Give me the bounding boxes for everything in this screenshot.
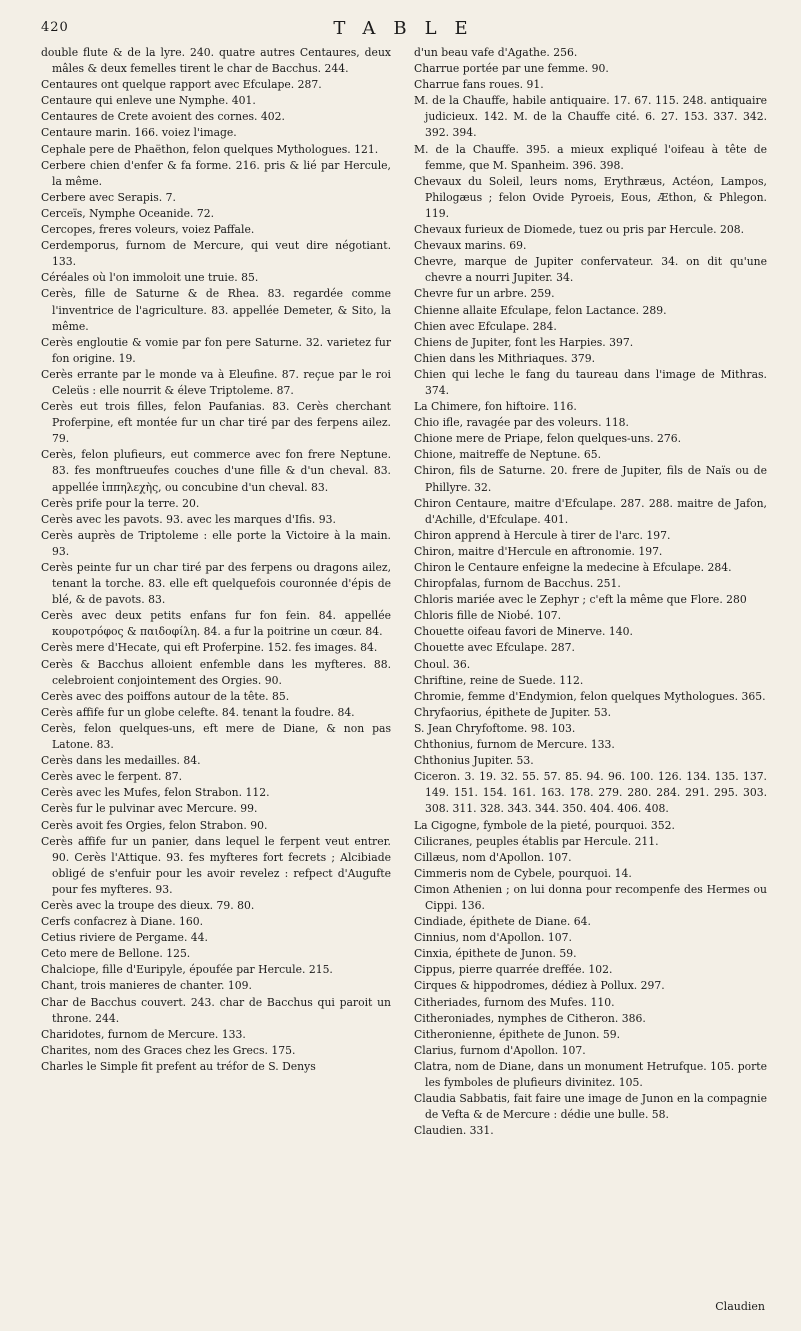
index-entry: Cippus, pierre quarrée dreffée. 102. xyxy=(414,963,613,977)
index-entry: Chiron, maitre d'Hercule en aftronomie. 197. xyxy=(414,544,663,558)
index-entry: Citheriades, furnom des Mufes. 110. xyxy=(414,995,615,1009)
index-entry: Chouette oifeau favori de Minerve. 140. xyxy=(414,625,633,639)
index-entry: Char de Bacchus couvert. 243. char de Bacchus qui paroit un throne. 244. xyxy=(41,995,391,1025)
index-entry: Chiens de Jupiter, font les Harpies. 397. xyxy=(414,335,634,349)
index-entry: Chevre, marque de Jupiter confervateur. 34. on dit qu'une chevre a nourri Jupiter. 34. xyxy=(414,255,767,285)
index-entry: Clatra, nom de Diane, dans un monument Hetrufque. 105. porte les fymboles de plufieurs divinitez. 105. xyxy=(414,1059,767,1089)
index-entry: Cephale pere de Phaëthon, felon quelques Mythologues. 121. xyxy=(41,142,379,156)
index-entry: Clarius, furnom d'Apollon. 107. xyxy=(414,1043,586,1057)
catchword: Claudien xyxy=(715,1300,765,1313)
index-entry: Cillæus, nom d'Apollon. 107. xyxy=(414,850,572,864)
index-entry: Charrue fans roues. 91. xyxy=(414,78,544,92)
index-entry: Chiron apprend à Hercule à tirer de l'arc. 197. xyxy=(414,528,671,542)
index-entry: La Cigogne, fymbole de la pieté, pourquoi. 352. xyxy=(414,818,675,832)
index-entry: d'un beau vafe d'Agathe. 256. xyxy=(414,46,578,59)
index-entry: M. de la Chauffe, habile antiquaire. 17. 67. 115. 248. antiquaire judicieux. 142. M. de la Chauffe cité. 6. 27. 153. 337. 342. 392. 394. xyxy=(414,94,767,140)
index-entry: Chriftine, reine de Suede. 112. xyxy=(414,673,584,687)
index-entry: Chienne allaite Efculape, felon Lactance. 289. xyxy=(414,303,667,317)
index-entry: Cerès affife fur un globe celefte. 84. tenant la foudre. 84. xyxy=(41,705,355,719)
index-entry: Centaures ont quelque rapport avec Efculape. 287. xyxy=(41,78,322,92)
index-entry: Cerès avec les Mufes, felon Strabon. 112. xyxy=(41,786,270,800)
index-entry: Chien dans les Mithriaques. 379. xyxy=(414,351,596,365)
index-entry: Chiron, fils de Saturne. 20. frere de Jupiter, fils de Naïs ou de Phillyre. 32. xyxy=(414,464,767,494)
index-entry: Chouette avec Efculape. 287. xyxy=(414,641,575,655)
index-entry: Cerès engloutie & vomie par fon pere Saturne. 32. varietez fur fon origine. 19. xyxy=(41,335,391,365)
index-entry: Chiron Centaure, maitre d'Efculape. 287. 288. maitre de Jafon, d'Achille, d'Efculape. 401. xyxy=(414,496,767,526)
index-entry: Chalciope, fille d'Euripyle, époufée par Hercule. 215. xyxy=(41,963,333,977)
index-entry: Chione mere de Priape, felon quelques-uns. 276. xyxy=(414,432,681,446)
index-entry: Choul. 36. xyxy=(414,657,471,671)
page-header xyxy=(0,18,801,40)
index-entry: Cerès eut trois filles, felon Paufanias. 83. Cerès cherchant Proferpine, eft montée fur un char tiré par des ferpens ailez. 79. xyxy=(41,400,391,446)
index-entry: Cimmeris nom de Cybele, pourquoi. 14. xyxy=(414,866,632,880)
index-column-right xyxy=(414,45,767,1139)
index-entry: Charidotes, furnom de Mercure. 133. xyxy=(41,1027,246,1041)
index-entry: Cerès, felon quelques-uns, eft mere de Diane, & non pas Latone. 83. xyxy=(41,721,391,752)
page-title: TABLE xyxy=(333,18,486,39)
index-entry: Chevaux furieux de Diomede, tuez ou pris par Hercule. 208. xyxy=(414,223,745,237)
index-entry: Cerès & Bacchus alloient enfemble dans les myfteres. 88. celebroient conjointement des Orgies. 90. xyxy=(41,657,391,687)
index-entry: Ceto mere de Bellone. 125. xyxy=(41,947,191,961)
index-entry: Cercopes, freres voleurs, voiez Paffale. xyxy=(41,223,255,237)
index-entry: Chevre fur un arbre. 259. xyxy=(414,287,555,301)
index-entry: Chant, trois manieres de chanter. 109. xyxy=(41,979,252,993)
index-entry: Cerès mere d'Hecate, qui eft Proferpine. 152. fes images. 84. xyxy=(41,641,378,655)
index-column-left xyxy=(41,45,391,1075)
index-entry: M. de la Chauffe. 395. a mieux expliqué l'oifeau à tête de femme, que M. Spanheim. 396. 398. xyxy=(414,142,767,172)
index-entry: Cerès avec des poiffons autour de la tête. 85. xyxy=(41,689,290,703)
index-entry: Cerdemporus, furnom de Mercure, qui veut dire négotiant. 133. xyxy=(41,239,391,269)
index-entry: Chryfaorius, épithete de Jupiter. 53. xyxy=(414,705,612,719)
index-entry: Cerès dans les medailles. 84. xyxy=(41,754,201,768)
index-entry: Cerès auprès de Triptoleme : elle porte la Victoire à la main. 93. xyxy=(41,528,391,558)
index-entry: Cerès errante par le monde va à Eleufine. 87. reçue par le roi Celeüs : elle nourrit & éleve Triptoleme. 87. xyxy=(41,367,391,397)
index-entry: Chiropfalas, furnom de Bacchus. 251. xyxy=(414,577,621,591)
index-entry: Chiron le Centaure enfeigne la medecine à Efculape. 284. xyxy=(414,561,732,574)
index-entry: Claudia Sabbatis, fait faire une image de Junon en la compagnie de Vefta & de Mercure : dédie une bulle. 58. xyxy=(414,1092,767,1122)
index-entry: double flute & de la lyre. 240. quatre autres Centaures, deux mâles & deux femelles tirent le char de Bacchus. 244. xyxy=(41,46,391,76)
index-entry: Citheronienne, épithete de Junon. 59. xyxy=(414,1027,621,1041)
index-entry: Cerès avec le ferpent. 87. xyxy=(41,770,183,784)
index-entry: Ciceron. 3. 19. 32. 55. 57. 85. 94. 96. 100. 126. 134. 135. 137. 149. 151. 154. 161. 163. 178. 279. 280. 284. 291. 295. 303. 308. 311. 328. 343. 344. 350. 404. 406. 408. xyxy=(414,770,767,816)
index-entry: Chromie, femme d'Endymion, felon quelques Mythologues. 365. xyxy=(414,689,766,703)
index-entry: Cinxia, épithete de Junon. 59. xyxy=(414,947,577,961)
index-entry: Cinnius, nom d'Apollon. 107. xyxy=(414,931,572,945)
index-entry: Céréales où l'on immoloit une truie. 85. xyxy=(41,271,259,285)
page-number: 420 xyxy=(41,20,69,35)
index-entry: Claudien. 331. xyxy=(414,1124,494,1138)
index-entry: La Chimere, fon hiftoire. 116. xyxy=(414,400,577,414)
index-entry: Centaures de Crete avoient des cornes. 402. xyxy=(41,110,285,124)
index-entry: Cerès fur le pulvinar avec Mercure. 99. xyxy=(41,802,258,816)
index-entry: Cerbere avec Serapis. 7. xyxy=(41,190,176,204)
index-entry: Cerès affife fur un panier, dans lequel le ferpent veut entrer. 90. Cerès l'Attique. 93. fes myfteres fort fecrets ; Alcibiade obligé de s'enfuir pour les avoir revelez : refpect d'Augufte pour fes myfteres. 93. xyxy=(41,834,391,896)
index-entry: Chloris mariée avec le Zephyr ; c'eft la même que Flore. 280 xyxy=(414,593,747,607)
index-entry: Cindiade, épithete de Diane. 64. xyxy=(414,915,591,929)
index-entry: Cerès avoit fes Orgies, felon Strabon. 90. xyxy=(41,818,268,832)
index-entry: Chevaux du Soleil, leurs noms, Erythræus, Actéon, Lampos, Philogæus ; felon Ovide Pyroeis, Eous, Æthon, & Phlegon. 119. xyxy=(414,174,767,220)
index-entry: Cerbere chien d'enfer & fa forme. 216. pris & lié par Hercule, la même. xyxy=(41,158,391,188)
index-entry: Cerès, fille de Saturne & de Rhea. 83. regardée comme l'inventrice de l'agriculture. 83. appellée Demeter, & Sito, la même. xyxy=(41,287,391,333)
index-entry: Cerès peinte fur un char tiré par des ferpens ou dragons ailez, tenant la torche. 83. elle eft quelquefois couronnée d'épis de blé, & de pavots. 83. xyxy=(41,561,391,607)
index-entry: Cerès avec deux petits enfans fur fon fein. 84. appellée κουροτρόφος & παιδοφίλη. 84. a fur la poitrine un cœur. 84. xyxy=(41,609,391,639)
index-entry: Cerès avec les pavots. 93. avec les marques d'Ifis. 93. xyxy=(41,512,336,526)
index-entry: Cetius riviere de Pergame. 44. xyxy=(41,931,208,945)
index-entry: Cilicranes, peuples établis par Hercule. 211. xyxy=(414,834,659,848)
index-entry: Cerceïs, Nymphe Oceanide. 72. xyxy=(41,206,215,220)
index-entry: Charrue portée par une femme. 90. xyxy=(414,62,609,76)
index-entry: Cirques & hippodromes, dédiez à Pollux. 297. xyxy=(414,979,665,993)
index-entry: Chthonius Jupiter. 53. xyxy=(414,754,534,768)
index-entry: Chio ifle, ravagée par des voleurs. 118. xyxy=(414,416,629,430)
index-entry: Cerès, felon plufieurs, eut commerce avec fon frere Neptune. 83. fes monftrueufes couches d'une fille & d'un cheval. 83. appellée ἱππηλεχὴς, ou concubine d'un cheval. 83. xyxy=(41,448,391,494)
index-entry: S. Jean Chryfoftome. 98. 103. xyxy=(414,721,576,735)
index-entry: Chthonius, furnom de Mercure. 133. xyxy=(414,738,615,752)
index-entry: Centaure marin. 166. voiez l'image. xyxy=(41,126,237,140)
index-entry: Charites, nom des Graces chez les Grecs. 175. xyxy=(41,1043,296,1057)
index-entry: Chevaux marins. 69. xyxy=(414,239,527,253)
index-entry: Centaure qui enleve une Nymphe. 401. xyxy=(41,94,256,108)
index-entry: Cerès prife pour la terre. 20. xyxy=(41,496,200,510)
index-entry: Charles le Simple fit prefent au tréfor de S. Denys xyxy=(41,1059,316,1073)
index-entry: Cerès avec la troupe des dieux. 79. 80. xyxy=(41,898,255,912)
index-entry: Cimon Athenien ; on lui donna pour recompenfe des Hermes ou Cippi. 136. xyxy=(414,882,767,912)
index-entry: Citheroniades, nymphes de Citheron. 386. xyxy=(414,1011,646,1025)
index-entry: Chien avec Efculape. 284. xyxy=(414,319,557,333)
index-entry: Cerfs confacrez à Diane. 160. xyxy=(41,915,204,929)
index-entry: Chien qui leche le fang du taureau dans l'image de Mithras. 374. xyxy=(414,367,767,397)
index-entry: Chione, maitreffe de Neptune. 65. xyxy=(414,448,602,462)
index-entry: Chloris fille de Niobé. 107. xyxy=(414,609,562,623)
